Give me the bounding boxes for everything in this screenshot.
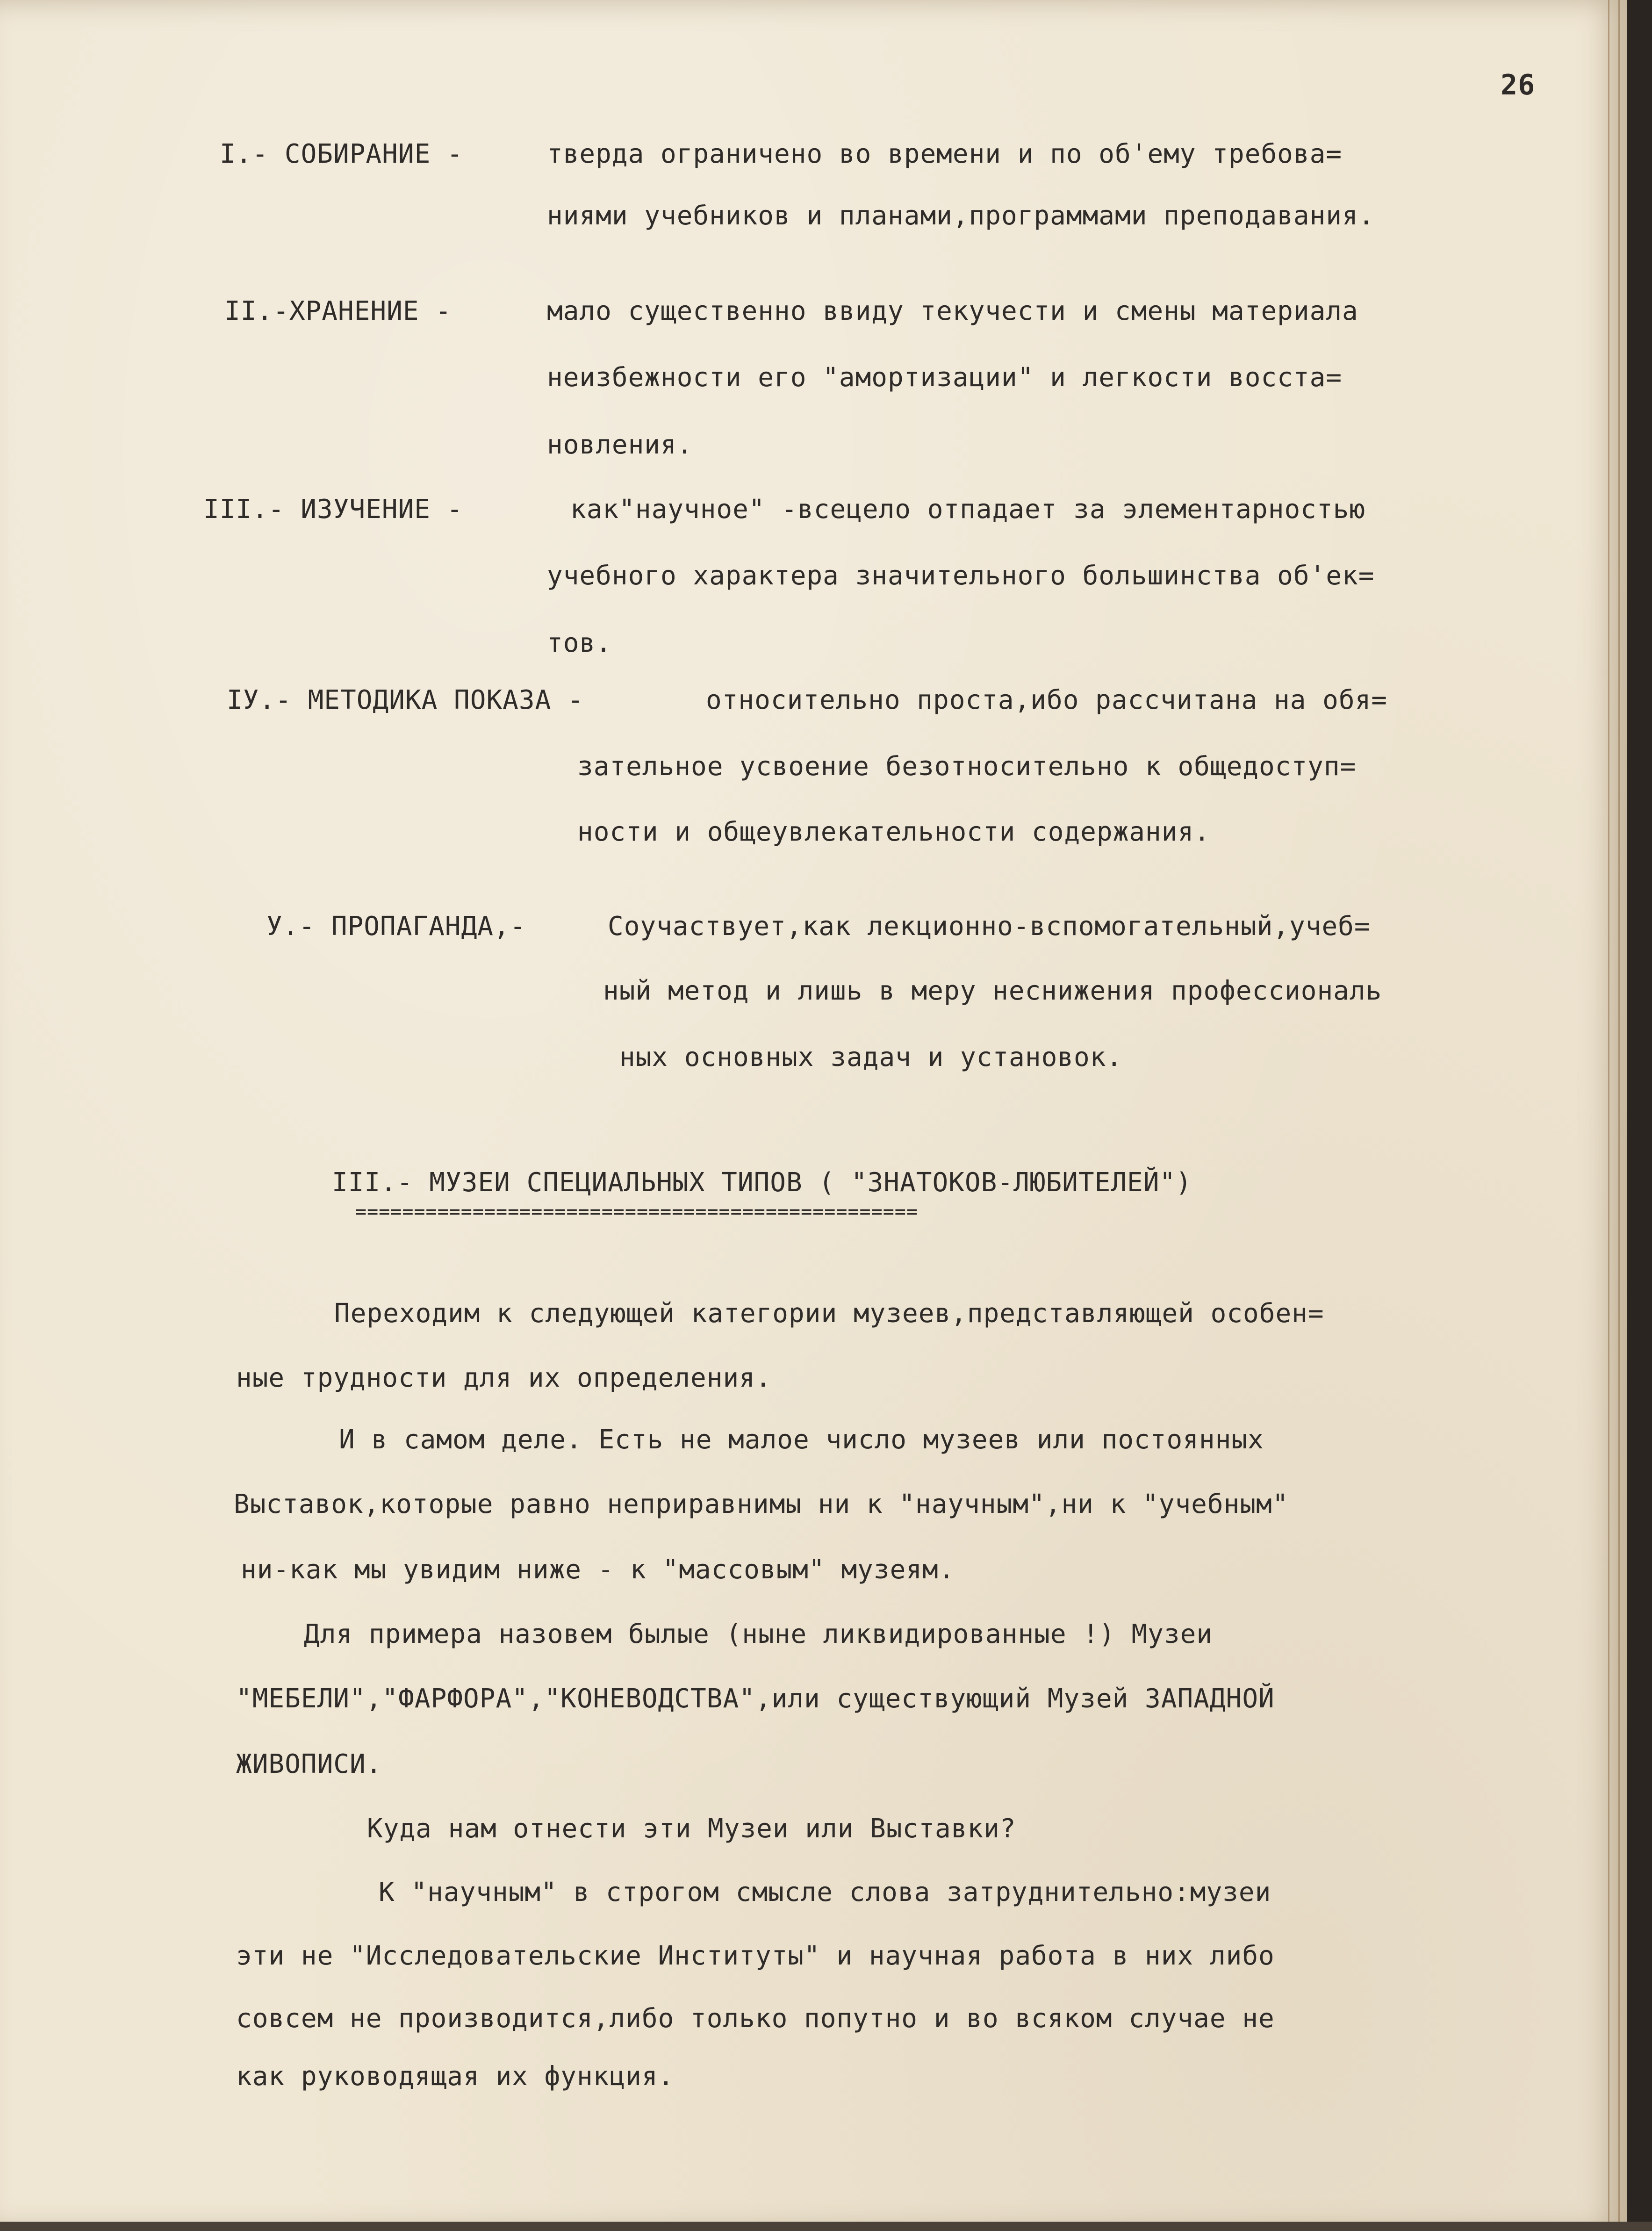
body-line: ЖИВОПИСИ.: [236, 1749, 382, 1779]
body-line: как руководящая их функция.: [236, 2061, 675, 2092]
section-text-line: ности и общеувлекательности содержания.: [577, 817, 1210, 847]
body-line: Для примера назовем былые (ныне ликвидированные !) Музеи: [304, 1619, 1213, 1649]
section-heading: III.- МУЗЕИ СПЕЦИАЛЬНЫХ ТИПОВ ( "ЗНАТОКОВ-ЛЮБИТЕЛЕЙ"): [332, 1167, 1192, 1198]
section-text-line: тов.: [547, 628, 612, 658]
body-line: "МЕБЕЛИ","ФАРФОРА","КОНЕВОДСТВА",или существующий Музей ЗАПАДНОЙ: [236, 1684, 1275, 1714]
body-line: ни-как мы увидим ниже - к "массовым" музеям.: [241, 1555, 955, 1585]
page-number: 26: [1501, 69, 1536, 101]
body-line: совсем не производится,либо только попутно и во всяком случае не: [236, 2003, 1275, 2034]
section-text-line: новления.: [547, 430, 693, 460]
body-line: Куда нам отнести эти Музеи или Выставки?: [367, 1814, 1016, 1844]
section-label: IУ.- МЕТОДИКА ПОКАЗА -: [227, 685, 584, 715]
body-line: Выставок,которые равно неприравнимы ни к "научным",ни к "учебным": [234, 1489, 1289, 1519]
body-line: К "научным" в строгом смысле слова затруднительно:музеи: [379, 1877, 1271, 1907]
section-text-line: как"научное" -всецело отпадает за элементарностью: [570, 494, 1366, 525]
section-text-line: тверда ограничено во времени и по об'ему требова=: [547, 139, 1343, 169]
section-label: У.- ПРОПАГАНДА,-: [266, 911, 526, 942]
section-text-line: учебного характера значительного большинства об'ек=: [547, 561, 1375, 591]
body-line: Переходим к следующей категории музеев,представляющей особен=: [334, 1298, 1324, 1329]
heading-underline: ================================================: [355, 1201, 918, 1223]
section-text-line: неизбежности его "амортизации" и легкости восста=: [547, 362, 1343, 393]
page-edge-line: [1608, 0, 1609, 2231]
section-text-line: Соучаствует,как лекционно-вспомогательный,учеб=: [608, 911, 1371, 942]
section-text-line: ный метод и лишь в меру неснижения профессиональ: [603, 976, 1382, 1006]
section-text-line: мало существенно ввиду текучести и смены материала: [547, 296, 1358, 326]
section-text-line: зательное усвоение безотносительно к общедоступ=: [577, 751, 1357, 782]
body-line: И в самом деле. Есть не малое число музеев или постоянных: [339, 1425, 1264, 1455]
section-label: III.- ИЗУЧЕНИЕ -: [203, 494, 463, 525]
section-text-line: относительно проста,ибо рассчитана на обя=: [706, 685, 1388, 715]
scan-border: [0, 2222, 1652, 2231]
page-edge-line: [1618, 0, 1620, 2231]
body-line: ные трудности для их определения.: [236, 1363, 772, 1393]
body-line: эти не "Исследовательские Институты" и научная работа в них либо: [236, 1941, 1275, 1971]
section-label: I.- СОБИРАНИЕ -: [220, 139, 463, 169]
section-text-line: ных основных задач и установок.: [619, 1042, 1123, 1072]
section-text-line: ниями учебников и планами,программами преподавания.: [547, 201, 1375, 231]
section-label: II.-ХРАНЕНИЕ -: [224, 296, 452, 326]
